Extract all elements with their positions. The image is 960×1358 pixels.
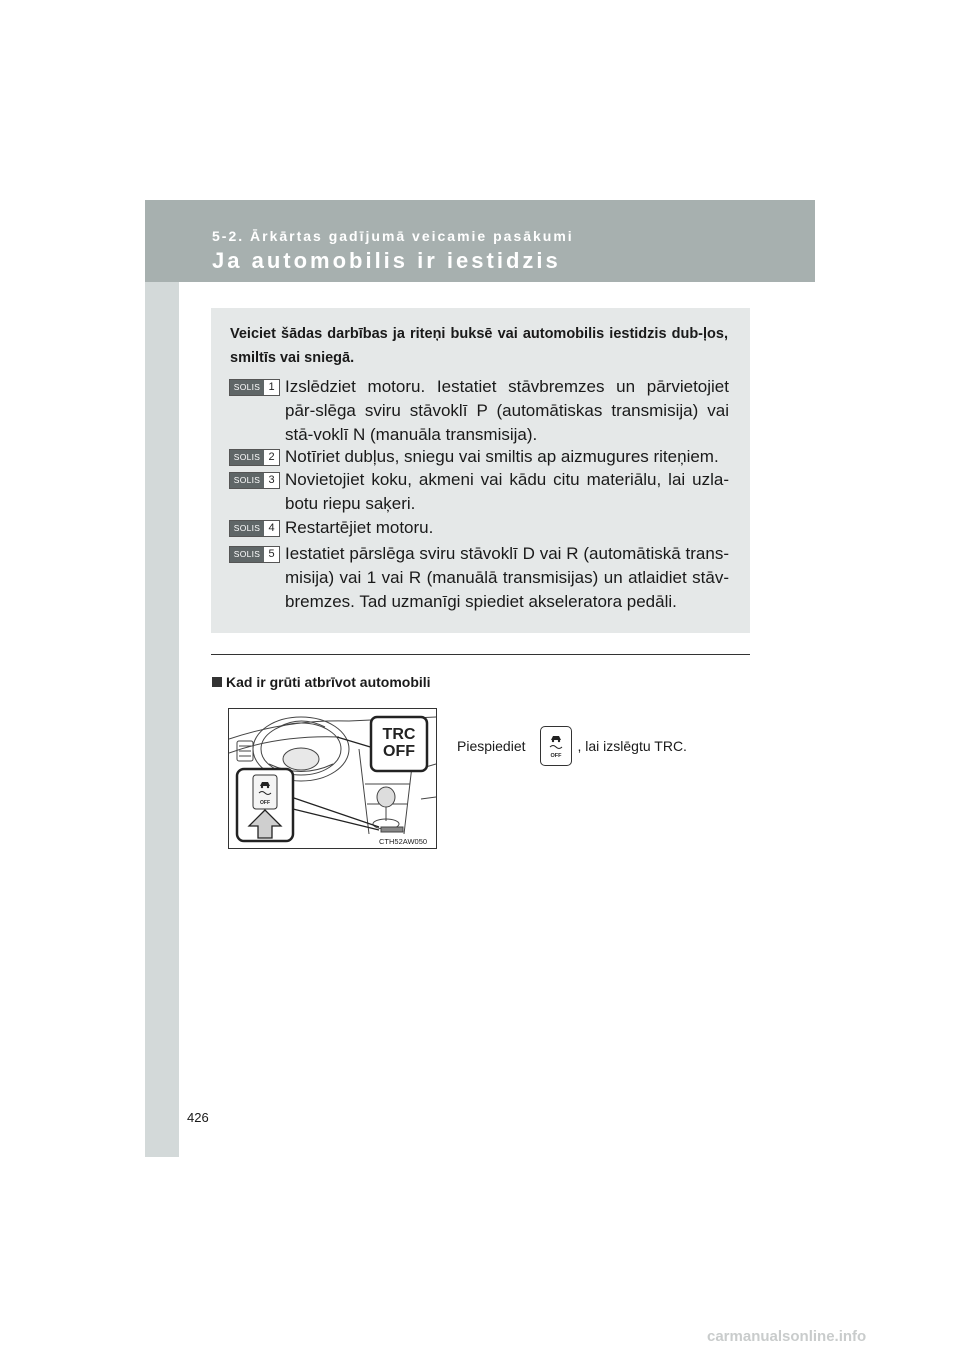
figure-code: CTH52AW050: [379, 837, 428, 846]
figure-caption: Piespiediet OFF , lai izslēgtu TRC.: [457, 726, 687, 766]
step-2: [229, 445, 729, 469]
step-text: Notīriet dubļus, sniegu vai smiltis ap aizmugures riteņiem.: [285, 447, 719, 466]
step-badge: SOLIS 5: [229, 546, 280, 563]
section-label: 5-2. Ārkārtas gadījumā veicamie pasākumi: [212, 228, 574, 244]
subsection-heading: Kad ir grūti atbrīvot automobili: [212, 674, 431, 690]
divider: [211, 654, 750, 655]
step-text: Restartējiet motoru.: [285, 518, 434, 537]
step-3: [229, 468, 729, 516]
step-badge: SOLIS 2: [229, 449, 280, 466]
step-5: [229, 542, 729, 614]
button-off-label: OFF: [260, 800, 270, 806]
page-number: 426: [187, 1110, 209, 1125]
trc-off-button-icon: [540, 726, 572, 766]
side-strip: [145, 200, 179, 1157]
callout-trc: TRC OFF: [382, 726, 416, 760]
step-text: Izslēdziet motoru. Iestatiet stāvbremzes un pārvietojiet pār-slēga sviru stāvoklī P (automātiskas transmisija) vai stā-voklī N (manuāla transmisija).: [285, 377, 729, 444]
intro-text: Veiciet šādas darbības ja riteņi buksē vai automobilis iestidzis dub-ļos, smiltīs vai sniegā.: [230, 326, 728, 366]
step-text: Novietojiet koku, akmeni vai kādu citu materiālu, lai uzla-botu riepu saķeri.: [285, 470, 729, 513]
step-badge: SOLIS 3: [229, 472, 280, 489]
step-4: [229, 516, 729, 540]
step-badge: SOLIS 1: [229, 379, 280, 396]
svg-text:OFF: OFF: [550, 753, 561, 759]
skidding-car-off-icon: [541, 727, 571, 765]
step-badge: SOLIS 4: [229, 520, 280, 537]
step-text: Iestatiet pārslēga sviru stāvoklī D vai R (automātiskā trans-misija) vai 1 vai R (manuālā transmisijas) un atlaidiet stāv-bremzes. Tad uzmanīgi spiediet akseleratora pedāli.: [285, 544, 729, 611]
dashboard-illustration: [228, 708, 437, 849]
step-1: [229, 375, 729, 447]
page-title: Ja automobilis ir iestidzis: [212, 248, 561, 273]
watermark: carmanualsonline.info: [707, 1328, 867, 1345]
square-bullet-icon: [212, 677, 222, 687]
